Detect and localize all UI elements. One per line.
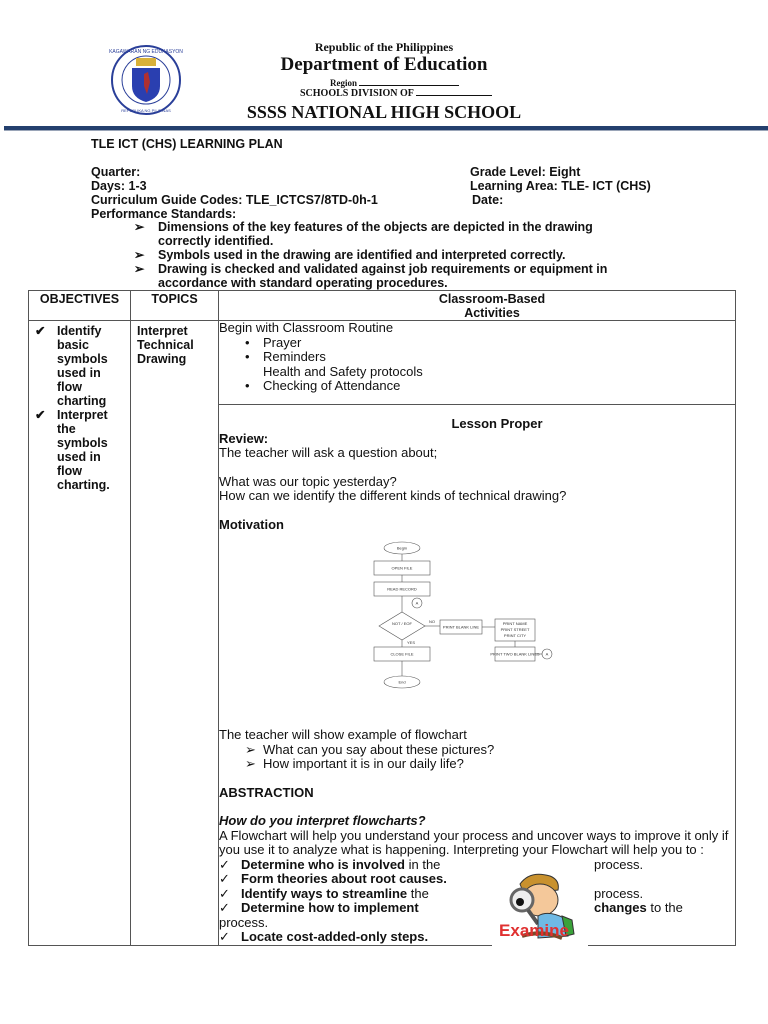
lesson-cell [219,405,736,946]
header-rule-shadow [4,130,768,131]
seal-top-text: KAGAWARAN NG EDUKASYON [109,49,183,55]
objective-item: ✔ Identify basic symbols used in flow charting [35,324,108,408]
bullet-icon: • [245,334,250,350]
check-item: ✓ Determine how to implement changes to the [219,900,683,915]
days-label: Days: 1-3 [91,179,147,193]
table-row [29,321,736,405]
bullet-icon: • [245,349,250,364]
checkmark-icon: ✔ [35,324,46,338]
examine-label: Examine [499,921,569,940]
svg-text:End: End [398,679,406,685]
check-item-wrap: process. [219,914,269,930]
svg-text:PRINT CITY: PRINT CITY [503,633,527,638]
division-line [300,88,492,99]
table-header-row [29,291,736,321]
svg-text:CLOSE FILE: CLOSE FILE [390,651,414,657]
region-label: Region [330,78,357,88]
motivation-label: Motivation [219,516,284,532]
standard-item: ➢ Symbols used in the drawing are identified and interpreted correctly. [134,248,566,262]
svg-text:READ RECORD: READ RECORD [387,586,417,592]
checkmark-icon: ✓ [219,929,230,944]
header-topics: TOPICS [131,291,219,321]
check-item: ✓ Identify ways to streamline the process. [219,885,644,901]
seal-bottom-text: REPUBLIKA NG PILIPINAS [121,108,171,113]
objectives-cell [29,321,131,946]
routine-list [219,336,735,394]
review-question: How can we identify the different kinds of technical drawing? [219,488,567,503]
checkmark-icon: ✓ [219,885,230,901]
svg-text:NO: NO [429,619,435,624]
abstraction-paragraph: A Flowchart will help you understand your process and uncover ways to improve it only if you use it to analyze what is happening. Interpreting your Flowchart will help you to : [219,827,729,857]
school-name: SSSS NATIONAL HIGH SCHOOL [246,102,522,122]
check-item: ✓ Locate cost-added-only steps. [219,929,429,944]
routine-cell [219,321,736,405]
svg-text:PRINT TWO BLANK LINES: PRINT TWO BLANK LINES [490,651,540,657]
arrow-bullet-icon: ➢ [134,248,145,262]
performance-standards-label: Performance Standards: [91,207,237,221]
objective-item: ✔ Interpret the symbols used in flow charting. [35,408,110,492]
review-label: Review: [219,430,269,446]
check-list [219,858,735,945]
standard-item: ➢ Drawing is checked and validated against job requirements or equipment in accordance with standard operating procedures. [134,262,608,290]
quarter-label: Quarter: [91,165,141,179]
department-title: Department of Education [280,54,488,75]
division-label: SCHOOLS DIVISION OF [300,88,414,99]
curriculum-codes: Curriculum Guide Codes: TLE_ICTCS7/8TD-0h-1 [91,193,378,207]
region-line [330,78,459,88]
date-label: Date: [472,193,504,207]
svg-text:Begin: Begin [396,545,408,551]
arrow-bullet-icon: ➢ [134,220,145,234]
list-item: Health and Safety protocols [263,363,423,379]
list-item: • Prayer [245,334,302,350]
header-objectives: OBJECTIVES [29,291,131,321]
checkmark-icon: ✓ [219,871,230,886]
arrow-bullet-icon: ➢ [245,756,256,771]
learning-area: Learning Area: TLE- ICT (CHS) [470,179,651,193]
check-item: ✓ Form theories about root causes. [219,871,447,886]
bullet-icon: • [245,378,250,393]
svg-text:PRINT BLANK LINE: PRINT BLANK LINE [442,624,480,630]
standard-item: ➢ Dimensions of the key features of the objects are depicted in the drawing correctly identified. [134,220,593,248]
checkmark-icon: ✓ [219,856,230,872]
learning-plan-table [28,290,736,946]
svg-text:PRINT NAME: PRINT NAME [502,621,528,626]
list-item: • Checking of Attendance [245,378,401,393]
grade-level: Grade Level: Eight [470,165,581,179]
flowchart-diagram [367,540,567,700]
svg-text:PRINT STREET: PRINT STREET [500,627,530,632]
routine-title: Begin with Classroom Routine [219,320,394,335]
flowchart-decision [379,612,425,640]
arrow-bullet-icon: ➢ [134,262,145,276]
header-activities: Classroom-Based Activities [219,291,736,321]
list-item: ➢ What can you say about these pictures? [245,741,495,757]
review-question: What was our topic yesterday? [219,473,397,489]
svg-text:A: A [545,651,549,657]
division-blank [416,95,492,96]
topics-cell: Interpret Technical Drawing [131,321,219,946]
region-blank [359,85,459,86]
checkmark-icon: ✔ [35,408,46,422]
examine-clipart-icon [492,866,588,946]
list-item: • Reminders [245,349,326,364]
show-flowchart-text: The teacher will show example of flowchart [219,727,467,742]
abstraction-label: ABSTRACTION [219,784,314,800]
list-item: ➢ How important it is in our daily life? [245,756,464,771]
lesson-proper-title: Lesson Proper [451,416,543,431]
svg-text:A: A [415,600,419,606]
show-questions [219,743,735,772]
arrow-bullet-icon: ➢ [245,741,256,757]
plan-title: TLE ICT (CHS) LEARNING PLAN [91,137,283,151]
review-intro: The teacher will ask a question about; [219,445,438,460]
svg-text:NOT / EOF: NOT / EOF [392,621,412,626]
check-item: ✓ Determine who is involved in the process. [219,856,644,872]
svg-text:YES: YES [407,640,416,645]
svg-text:OPEN FILE: OPEN FILE [391,565,413,571]
abstraction-question: How do you interpret flowcharts? [219,813,426,828]
republic-text: Republic of the Philippines [314,40,454,54]
checkmark-icon: ✓ [219,900,230,915]
